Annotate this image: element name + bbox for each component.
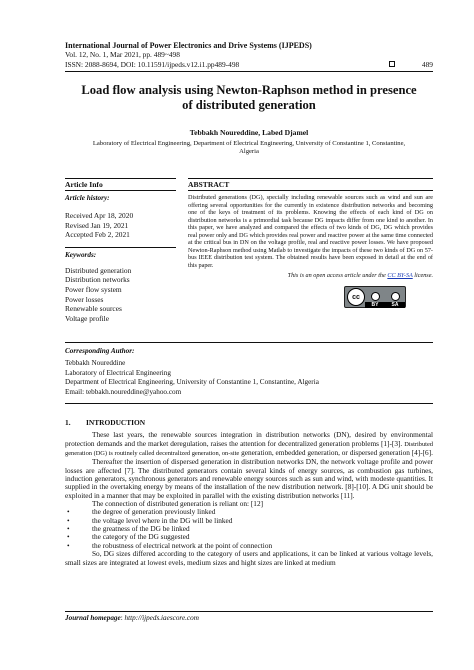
- corresponding-name: Tebbakh Noureddine: [65, 359, 126, 368]
- homepage-link[interactable]: http://ijpeds.iaescore.com: [124, 614, 199, 622]
- bullet-icon: •: [67, 540, 70, 550]
- corresponding-heading: Corresponding Author:: [65, 347, 135, 355]
- share-alike-icon: [391, 292, 400, 301]
- keyword: Power losses: [65, 294, 104, 304]
- paragraph: These last years, the renewable sources integration in distribution networks (DN), desired by environmental protection demands and the market deregulation, raises the attention for decentralized generation problems [1]-[3]. Distributed generation (DG) is routinely called decentralized generation, on-site generation, embedded generation, or dispersed generation [4]-[6].: [65, 430, 433, 458]
- open-access-note: [188, 272, 433, 279]
- keyword: Renewable sources: [65, 304, 122, 314]
- paper-title: [65, 83, 433, 113]
- list-item: • the greatness of the DG be linked: [67, 524, 190, 534]
- bullet-icon: •: [67, 507, 70, 517]
- keyword: Power flow system: [65, 284, 122, 294]
- authors: Tebbakh Noureddine, Labed Djamel: [189, 128, 309, 137]
- list-item: • the category of the DG suggested: [67, 532, 190, 542]
- accepted-date: Accepted Feb 2, 2021: [65, 230, 130, 240]
- corresponding-rule-top: [65, 342, 433, 343]
- revised-date: Revised Jan 19, 2021: [65, 220, 129, 230]
- keywords-list: [65, 266, 176, 324]
- open-access-suffix: license.: [412, 272, 433, 280]
- cc-by-label: BY: [371, 302, 379, 308]
- journal-name: International Journal of Power Electronics and Drive Systems (IJPEDS): [65, 41, 312, 50]
- page-number: 489: [421, 59, 433, 69]
- keyword: Distribution networks: [65, 275, 130, 285]
- homepage-label: Journal homepage: [65, 614, 121, 622]
- article-info-column: [65, 178, 176, 323]
- list-item: • the degree of generation previously linked: [67, 507, 216, 517]
- title-line-1: Load flow analysis using Newton-Raphson method in presence: [81, 83, 417, 97]
- journal-header: [65, 41, 433, 69]
- bullet-icon: •: [67, 532, 70, 542]
- article-history-heading: Article history:: [65, 194, 110, 202]
- bullet-icon: •: [67, 515, 70, 525]
- paragraph: Thereafter the insertion of dispersed generation in distribution networks DN, the network voltage profile and power losses are affected [7]. The distributed generators contain several kinds of energy sources, as combustion gas turbines, induction generators, synchronous generators and renewable energy sources such as sun and wind, with modeste quantities. It supplied in the overtaking energy by means of the installation of the new distribution network. [8]-[10]. A DG unit should be exploited in a manner that may be exploited in parallel with the existing distribution networks [11].: [65, 457, 433, 500]
- section-number: 1.: [65, 418, 71, 427]
- affiliation: [65, 140, 433, 157]
- creative-commons-icon: cc: [347, 288, 365, 306]
- keyword: Distributed generation: [65, 265, 132, 275]
- corresponding-dept: Department of Electrical Engineering, University of Constantine 1, Constantine, Algeria: [65, 378, 319, 387]
- open-access-prefix: This is an open access article under the: [287, 272, 388, 280]
- paragraph: The connection of distributed generation is reliant on: [12]: [92, 499, 264, 509]
- corresponding-author: [65, 347, 433, 397]
- list-item: • the robustness of electrical network at the point of connection: [67, 540, 273, 550]
- affiliation-line-2: Algeria: [239, 148, 259, 156]
- received-date: Received Apr 18, 2020: [65, 211, 134, 220]
- abstract-heading: ABSTRACT: [188, 178, 433, 191]
- journal-footer: Journal homepage: http://ijpeds.iaescore.com: [65, 614, 199, 622]
- article-history: [65, 211, 176, 240]
- affiliation-line-1: Laboratory of Electrical Engineering, Department of Electrical Engineering, University of Constantine 1, Constantine,: [92, 140, 406, 147]
- footer-rule: [65, 611, 433, 612]
- section-title: INTRODUCTION: [86, 418, 146, 427]
- bullet-icon: •: [67, 524, 70, 534]
- cc-sa-label: SA: [391, 302, 399, 308]
- journal-issn: ISSN: 2088-8694, DOI: 10.11591/ijpeds.v12.i1.pp489-498: [65, 59, 240, 69]
- corresponding-lab: Laboratory of Electrical Engineering: [65, 368, 171, 377]
- journal-volume: Vol. 12, No. 1, Mar 2021, pp. 489~498: [65, 50, 180, 60]
- keywords-heading: Keywords:: [65, 250, 97, 259]
- corresponding-rule-bottom: [65, 403, 433, 404]
- keyword: Voltage profile: [65, 313, 109, 323]
- introduction-section: [65, 419, 433, 567]
- corresponding-email[interactable]: Email: tebbakh.noureddine@yahoo.com: [65, 387, 182, 396]
- header-rule: [65, 71, 433, 72]
- list-item: • the voltage level where in the DG will be linked: [67, 515, 233, 525]
- abstract-text: Distributed generations (DG), specially including renewable sources such as wind and sun are offering several opportunities for the currently in existence distribution networks and becoming one of the keys of treatment of its problems. Knowing the effects of each kind of DG on distribution networks is a primordial task because DG impacts differ from one kind to another. In this paper, we have analyzed and compared the effects of two kinds of DG, DG which provides real power only and DG which provides real power and reactive power at the same time connected at the critical bus in DN on the voltage profile, real and reactive power losses. We have proposed Newton-Raphson method using Matlab to investigate the impacts of these two kinds of DG on 57-bus IEEE distribution test system. The obtained results have been exposed in detail at the end of this paper.: [188, 194, 433, 269]
- square-bullet-icon: [389, 61, 395, 67]
- paragraph: So, DG sizes differed according to the category of users and applications, it can be linked at various voltage levels, small sizes are integrated at lowest evels, medium sizes and hight sizes are linked at medium: [65, 549, 433, 567]
- section-heading: [65, 419, 433, 427]
- attribution-person-icon: [371, 292, 380, 301]
- keywords-rule: [65, 247, 176, 248]
- abstract-column: [188, 178, 433, 279]
- license-link[interactable]: CC BY-SA: [387, 272, 413, 280]
- title-line-2: of distributed generation: [182, 98, 316, 112]
- cc-by-sa-badge[interactable]: [344, 286, 406, 308]
- article-info-heading: Article Info: [65, 178, 176, 191]
